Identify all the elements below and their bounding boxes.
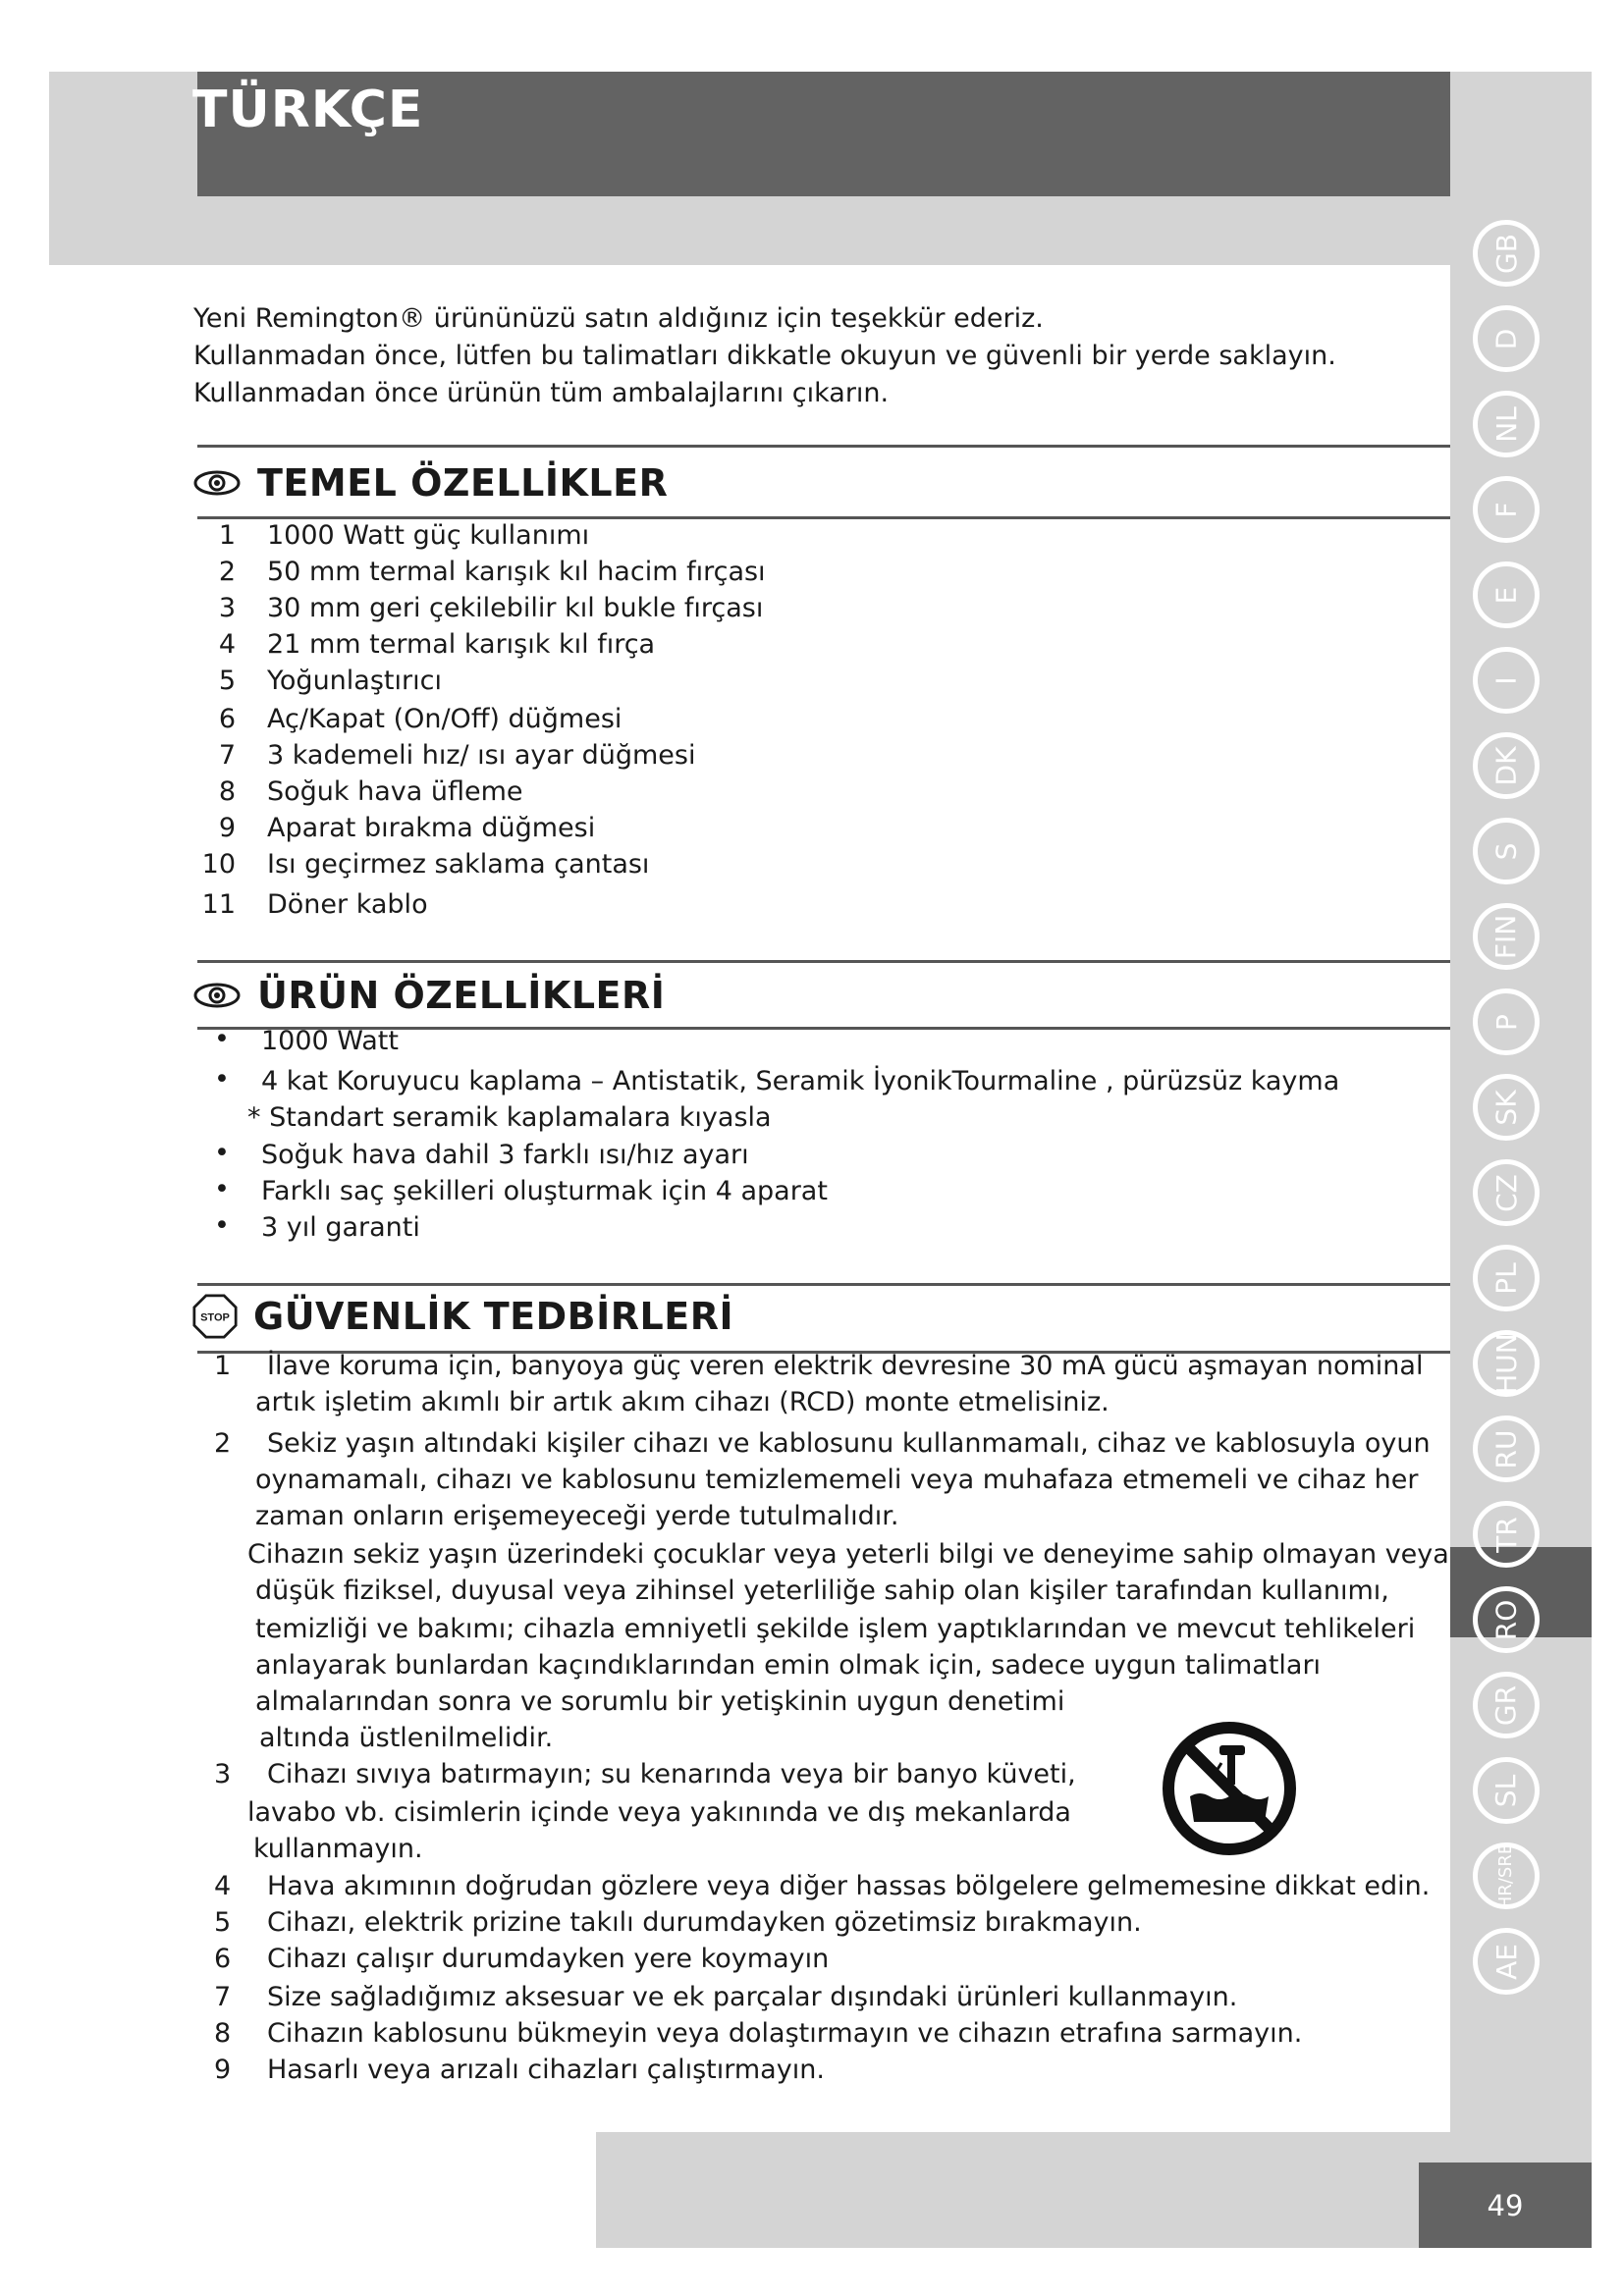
item-text: Cihazı çalışır durumdayken yere koymayın [267, 1944, 830, 1974]
language-tab-f[interactable] [1473, 476, 1540, 543]
item-text: düşük fiziksel, duyusal veya zihinsel yeterliliğe sahip olan kişiler tarafından kullanımı, [255, 1575, 1389, 1606]
language-code: D [1489, 328, 1523, 349]
item-text: Soğuk hava üfleme [267, 776, 523, 807]
language-code: F [1489, 501, 1523, 518]
divider [197, 960, 1450, 963]
eye-icon [192, 978, 242, 1013]
item-text: lavabo vb. cisimlerin içinde veya yakınında ve dış mekanlarda [247, 1797, 1071, 1828]
section-heading [192, 1294, 733, 1339]
language-code: RO [1489, 1599, 1523, 1640]
item-number: 2 [214, 1428, 232, 1459]
item-text: 50 mm termal karışık kıl hacim fırçası [267, 557, 766, 587]
item-text: Isı geçirmez saklama çantası [267, 849, 650, 880]
list-item [196, 593, 764, 623]
language-code: DK [1489, 746, 1523, 785]
language-code: P [1489, 1013, 1523, 1031]
item-number: 5 [218, 666, 236, 696]
list-item [196, 813, 596, 843]
list-item [196, 704, 623, 734]
item-text: 3 kademeli hız/ ısı ayar düğmesi [267, 740, 696, 771]
language-tab-hun[interactable] [1473, 1330, 1540, 1397]
item-text: Size sağladığımız aksesuar ve ek parçalar dışındaki ürünleri kullanmayın. [267, 1982, 1238, 2012]
section-title: TEMEL ÖZELLİKLER [257, 461, 669, 505]
item-text: Aç/Kapat (On/Off) düğmesi [267, 704, 623, 734]
list-item [196, 889, 428, 920]
language-tab-gb[interactable] [1473, 220, 1540, 287]
language-tab-d[interactable] [1473, 305, 1540, 372]
intro-line: Kullanmadan önce ürünün tüm ambalajlarını çıkarın. [193, 378, 890, 408]
language-tab-sl[interactable] [1473, 1757, 1540, 1824]
language-code: GR [1489, 1684, 1523, 1726]
note-text: * Standart seramik kaplamalara kıyasla [247, 1102, 772, 1133]
list-item [196, 849, 650, 880]
divider [197, 1283, 1450, 1286]
language-code: S [1489, 842, 1523, 860]
item-text: altında üstlenilmelidir. [259, 1723, 554, 1753]
language-tab-ro[interactable] [1473, 1586, 1540, 1653]
language-code: SK [1489, 1089, 1523, 1126]
item-text: zaman onların erişemeyeceği yerde tutulmalıdır. [255, 1501, 899, 1531]
list-item [196, 629, 656, 660]
item-text: Cihazı, elektrik prizine takılı durumdayken gözetimsiz bırakmayın. [267, 1907, 1142, 1938]
item-text: kullanmayın. [253, 1834, 423, 1864]
item-number: 2 [218, 557, 236, 587]
stop-icon-label: STOP [200, 1311, 230, 1324]
item-text: 21 mm termal karışık kıl fırça [267, 629, 656, 660]
language-tab-s[interactable] [1473, 818, 1540, 884]
language-tab-p[interactable] [1473, 988, 1540, 1055]
item-text: Cihazı sıvıya batırmayın; su kenarında veya bir banyo küveti, [267, 1759, 1076, 1789]
language-tab-tr[interactable] [1473, 1501, 1540, 1568]
item-number: 11 [201, 889, 236, 920]
bullet: • [214, 1024, 230, 1054]
bullet: • [214, 1210, 230, 1241]
intro-text [193, 300, 1336, 412]
item-text: Sekiz yaşın altındaki kişiler cihazı ve kablosunu kullanmamalı, cihaz ve kablosuyla oyun [267, 1428, 1431, 1459]
item-text: Hasarlı veya arızalı cihazları çalıştırmayın. [267, 2055, 825, 2085]
item-number: 9 [214, 2055, 232, 2085]
item-text: artık işletim akımlı bir artık akım cihazı (RCD) monte etmelisiniz. [255, 1387, 1110, 1417]
item-text: temizliği ve bakımı; cihazla emniyetli şekilde işlem yaptıklarından ve mevcut tehlikeleri [255, 1614, 1416, 1644]
item-text: Aparat bırakma düğmesi [267, 813, 596, 843]
language-code: HR/SRB [1495, 1842, 1517, 1910]
divider [197, 516, 1450, 519]
list-item [196, 666, 442, 696]
list-item-text: 1000 Watt [261, 1026, 399, 1056]
language-code: I [1489, 675, 1523, 685]
language-tab-hr-srb[interactable] [1473, 1842, 1540, 1909]
language-code: E [1489, 586, 1523, 604]
list-item [196, 740, 696, 771]
item-number: 1 [214, 1351, 232, 1381]
item-number: 3 [218, 593, 236, 623]
language-tab-dk[interactable] [1473, 732, 1540, 799]
list-item-text: 3 yıl garanti [261, 1212, 420, 1243]
bullet: • [214, 1174, 230, 1204]
list-item [196, 557, 766, 587]
item-text: Hava akımının doğrudan gözlere veya diğer hassas bölgelere gelmemesine dikkat edin. [267, 1871, 1431, 1901]
item-text: 1000 Watt güç kullanımı [267, 520, 590, 551]
stop-icon [192, 1294, 238, 1339]
item-text: Cihazın sekiz yaşın üzerindeki çocuklar veya yeterli bilgi ve deneyime sahip olmayan veya [247, 1539, 1449, 1570]
item-number: 6 [214, 1944, 232, 1974]
list-item-text: Soğuk hava dahil 3 farklı ısı/hız ayarı [261, 1140, 749, 1170]
language-tab-cz[interactable] [1473, 1159, 1540, 1226]
language-tab-i[interactable] [1473, 647, 1540, 714]
language-tab-e[interactable] [1473, 561, 1540, 628]
item-number: 4 [218, 629, 236, 660]
language-tab-pl[interactable] [1473, 1245, 1540, 1311]
language-tab-ru[interactable] [1473, 1415, 1540, 1482]
item-text: Cihazın kablosunu bükmeyin veya dolaştırmayın ve cihazın etrafına sarmayın. [267, 2018, 1303, 2049]
language-tab-sk[interactable] [1473, 1074, 1540, 1141]
intro-line: Kullanmadan önce, lütfen bu talimatları dikkatle okuyun ve güvenli bir yerde saklayın. [193, 341, 1336, 371]
item-number: 7 [214, 1982, 232, 2012]
bullet: • [214, 1064, 230, 1095]
language-tab-nl[interactable] [1473, 391, 1540, 457]
item-text: 30 mm geri çekilebilir kıl bukle fırçası [267, 593, 764, 623]
language-code: TR [1489, 1516, 1523, 1553]
item-number: 7 [218, 740, 236, 771]
language-code: AE [1489, 1943, 1523, 1980]
item-text: almalarından sonra ve sorumlu bir yetişkinin uygun denetimi [255, 1686, 1065, 1717]
language-code: HUN [1489, 1332, 1523, 1395]
item-text: Yoğunlaştırıcı [267, 666, 442, 696]
section-heading [192, 461, 668, 505]
language-tab-fin[interactable] [1473, 903, 1540, 970]
divider [197, 445, 1450, 448]
language-code: RU [1489, 1429, 1523, 1468]
item-number: 4 [214, 1871, 232, 1901]
list-item [196, 776, 523, 807]
language-code: SL [1489, 1774, 1523, 1807]
page-number: 49 [1419, 2163, 1592, 2248]
language-tab-ae[interactable] [1473, 1928, 1540, 1995]
item-number: 1 [218, 520, 236, 551]
section-title: ÜRÜN ÖZELLİKLERİ [257, 974, 666, 1017]
item-number: 3 [214, 1759, 232, 1789]
page-title: TÜRKÇE [192, 80, 424, 139]
item-text: İlave koruma için, banyoya güç veren elektrik devresine 30 mA gücü aşmayan nominal [267, 1351, 1424, 1381]
language-code: FIN [1489, 914, 1523, 959]
item-text: anlayarak bunlardan kaçındıklarından emin olmak için, sadece uygun talimatları [255, 1650, 1322, 1681]
no-water-warning-icon [1161, 1720, 1298, 1857]
language-code: NL [1489, 405, 1523, 443]
item-text: Döner kablo [267, 889, 428, 920]
item-text: oynamamalı, cihazı ve kablosunu temizlememeli veya muhafaza etmemeli ve cihaz her [255, 1465, 1419, 1495]
section-heading [192, 974, 665, 1017]
item-number: 8 [218, 776, 236, 807]
section-title: GÜVENLİK TEDBİRLERİ [253, 1295, 734, 1338]
item-number: 5 [214, 1907, 232, 1938]
language-code: CZ [1489, 1173, 1523, 1212]
list-item-text: 4 kat Koruyucu kaplama – Antistatik, Seramik İyonikTourmaline , pürüzsüz kayma [261, 1066, 1340, 1096]
bullet: • [214, 1138, 230, 1168]
item-number: 10 [201, 849, 236, 880]
list-item-text: Farklı saç şekilleri oluşturmak için 4 aparat [261, 1176, 828, 1206]
item-number: 9 [218, 813, 236, 843]
intro-line: Yeni Remington® ürününüzü satın aldığınız için teşekkür ederiz. [193, 303, 1044, 334]
language-code: PL [1489, 1261, 1523, 1295]
item-number: 6 [218, 704, 236, 734]
language-code: GB [1489, 233, 1523, 274]
list-item [196, 520, 590, 551]
eye-icon [192, 465, 242, 501]
language-tab-gr[interactable] [1473, 1672, 1540, 1738]
item-number: 8 [214, 2018, 232, 2049]
